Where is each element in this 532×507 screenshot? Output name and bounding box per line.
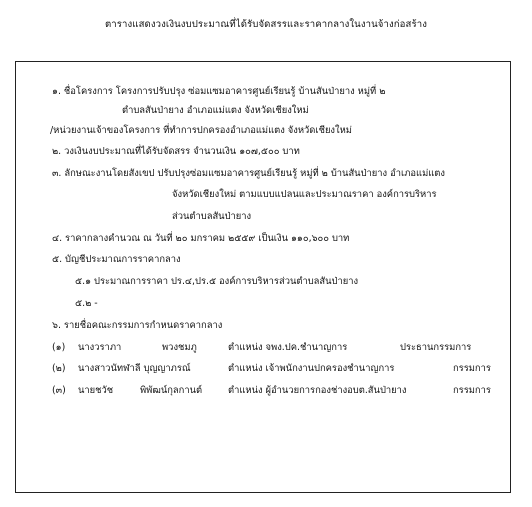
- committee-member-role: กรรมการ: [453, 385, 491, 396]
- committee-member-role: ประธานกรรมการ: [400, 342, 472, 353]
- document-title: ตารางแสดงวงเงินงบประมาณที่ได้รับจัดสรรและราคากลางในงานจ้างก่อสร้าง: [104, 19, 428, 30]
- budget-line: ๒. วงเงินงบประมาณที่ได้รับจัดสรร จำนวนเงิน ๑๐๗,๕๐๐ บาท: [52, 146, 300, 157]
- committee-member-name: นางวราภา: [78, 342, 122, 353]
- work-description-line-2: จังหวัดเชียงใหม่ ตามแบบแปลนและประมาณราคา องค์การบริหาร: [172, 189, 437, 200]
- committee-member-position: ตำแหน่ง เจ้าพนักงานปกครองชำนาญการ: [228, 363, 395, 374]
- committee-member-role: กรรมการ: [453, 363, 491, 374]
- work-description-line: ๓. ลักษณะงานโดยสังเขป ปรับปรุงซ่อมแซมอาคารศูนย์เรียนรู้ หมู่ที่ ๒ บ้านสันป่ายาง อำเภอแม่แตง: [52, 168, 445, 179]
- project-location-line: ตำบลสันป่ายาง อำเภอแม่แตง จังหวัดเชียงใหม่: [122, 105, 309, 116]
- estimate-item-1: ๕.๑ ประมาณการราคา ปร.๔,ปร.๕ องค์การบริหารส่วนตำบลสันป่ายาง: [75, 276, 359, 287]
- committee-row-number: (๑): [52, 342, 66, 353]
- work-description-line-3: ส่วนตำบลสันป่ายาง: [172, 211, 252, 222]
- committee-row-number: (๓): [52, 385, 66, 396]
- committee-member-position: ตำแหน่ง จพง.ปค.ชำนาญการ: [228, 342, 348, 353]
- committee-member-surname: พิพัฒน์กุลกานต์: [140, 385, 203, 396]
- project-name-line: ๑. ชื่อโครงการ โครงการปรับปรุง ซ่อมแซมอาคารศูนย์เรียนรู้ บ้านสันป่ายาง หมู่ที่ ๒: [52, 86, 386, 97]
- committee-member-name: นางสาวนัทฬาลี บุญญาภรณ์: [78, 363, 191, 374]
- committee-member-position: ตำแหน่ง ผู้อำนวยการกองช่างอบต.สันป่ายาง: [228, 385, 407, 396]
- committee-row-number: (๒): [52, 363, 66, 374]
- committee-member-name: นายชวัช: [78, 385, 114, 396]
- estimate-item-2: ๕.๒ -: [75, 298, 98, 309]
- estimate-list-heading: ๕. บัญชีประมาณการราคากลาง: [52, 254, 181, 265]
- committee-heading: ๖. รายชื่อคณะกรรมการกำหนดราคากลาง: [52, 320, 223, 331]
- owner-agency-line: /หน่วยงานเจ้าของโครงการ ที่ทำการปกครองอำเภอแม่แตง จังหวัดเชียงใหม่: [50, 125, 352, 136]
- committee-member-surname: พวงชมภู: [162, 342, 197, 353]
- median-price-line: ๔. ราคากลางคำนวณ ณ วันที่ ๒๐ มกราคม ๒๕๕๙ เป็นเงิน ๑๑๐,๖๐๐ บาท: [52, 233, 350, 244]
